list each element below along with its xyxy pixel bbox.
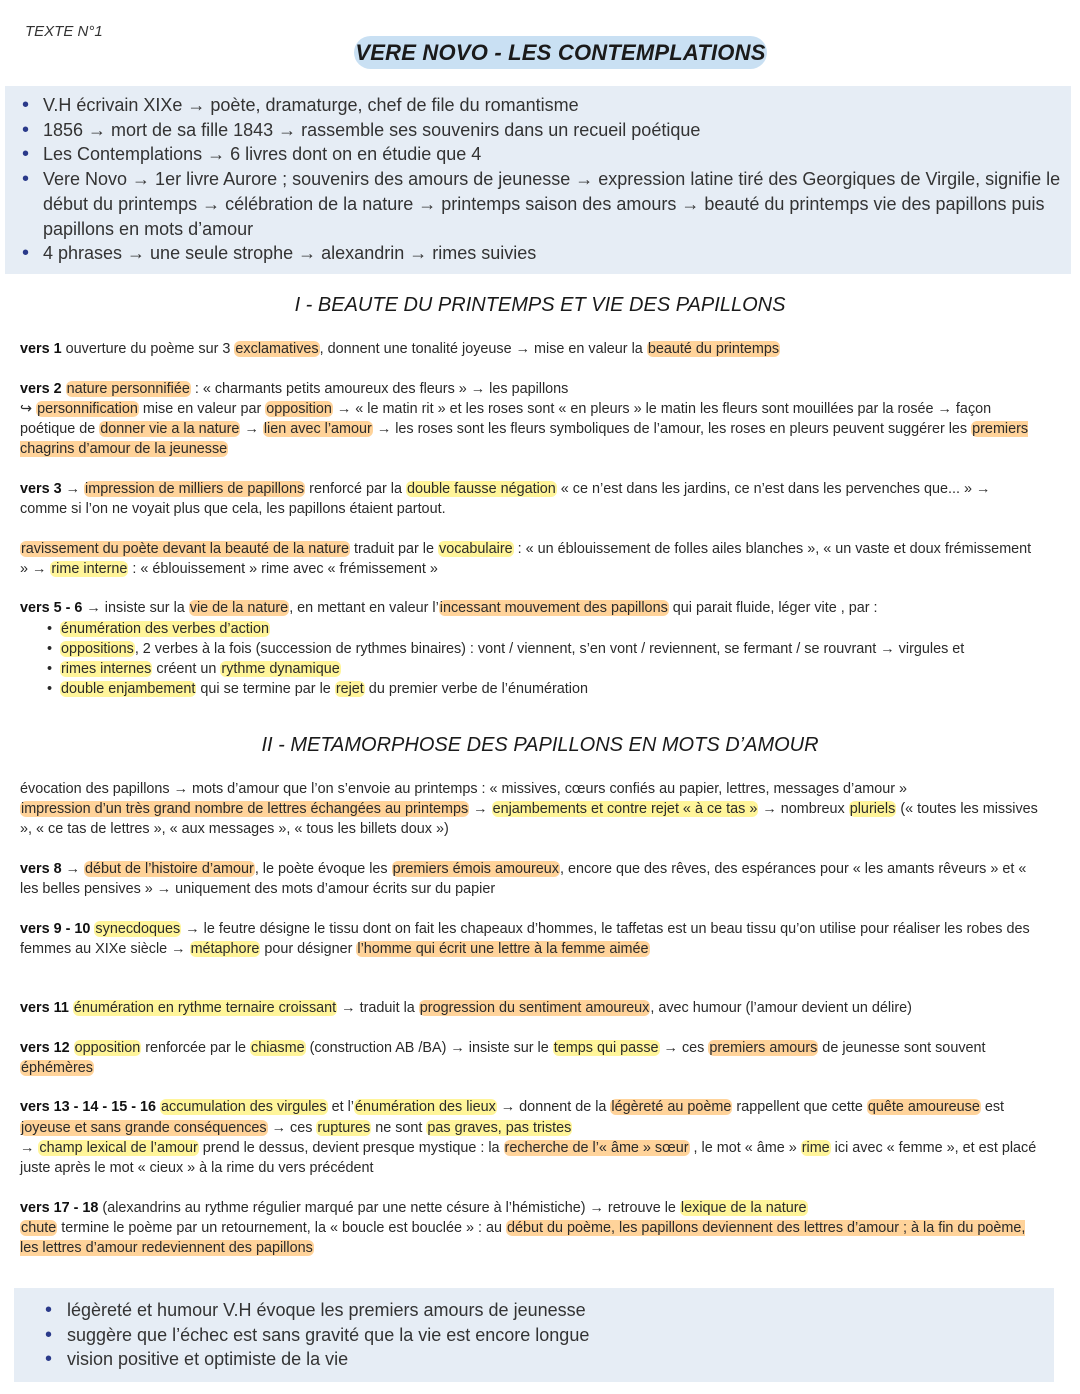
conclusion-box: [14, 1288, 1054, 1382]
intro-summary-box: [5, 86, 1071, 274]
paragraph-vers-2: vers 2 nature personnifiée : « charmants petits amoureux des fleurs » → les papillons ↪ personnification mise en valeur par opposition → « le matin rit » et les roses sont « en pleurs » le matin les fleurs sont mouillées par la rosée → façon poétique de donner vie a la nature → lien avec l’amour → les roses sont les fleurs symboliques de l’amour, les roses en pleurs peuvent suggérer les premiers chagrins d’amour de la jeunesse: [20, 380, 1029, 458]
list-item: • double enjambement qui se termine par le rejet du premier verbe de l’énumération: [60, 679, 1040, 699]
paragraph-vers-13-16: vers 13 - 14 - 15 - 16 accumulation des virgules et l’énumération des lieux → donnent de la légèreté au poème rappellent que cette quête amoureuse est joyeuse et sans grande conséquences → ces ruptures ne sont pas graves, pas tristes → champ lexical de l’amour prend le dessus, devient presque mystique : la recherche de l’« âme » sœur , le mot « âme » rime ici avec « femme », et est placé juste après le mot « cieux » à la rime du vers précédent: [20, 1099, 1037, 1176]
conclusion-list: [14, 1288, 1054, 1372]
vers-5-6-list: [20, 619, 1040, 700]
section-title-1: I - BEAUTE DU PRINTEMPS ET VIE DES PAPILLONS: [294, 294, 786, 316]
paragraph-evocation: évocation des papillons → mots d’amour que l’on s’envoie au printemps : « missives, cœurs confiés au papier, lettres, messages d’amour » impression d’un très grand nombre de lettres échangées au printemps → enjambements et contre rejet « à ce tas » → nombreux pluriels (« toutes les missives », « ce tas de lettres », « aux messages », « tous les billets doux »): [20, 781, 1038, 838]
section-2-body: [20, 779, 1040, 1278]
page-title: VERE NOVO - LES CONTEMPLATIONS: [354, 36, 767, 69]
document-label: TEXTE N°1: [25, 23, 103, 40]
paragraph-vers-5-6: vers 5 - 6 → insiste sur la vie de la nature, en mettant en valeur l’incessant mouvement des papillons qui parait fluide, léger vite , par : • énumération des verbes d’action • oppositions, 2 verbes à la fois (succession de rythmes binaires) : vont / viennent, s’en vont / reviennent, se fermant / se rouvrant → virgules et • rimes internes créent un rythme dynamique • double enjambement qui se termine par le rejet du premier verbe de l’énumération: [20, 598, 1040, 699]
list-item: • suggère que l’échec est sans gravité que la vie est encore longue: [67, 1323, 1054, 1348]
list-item: • oppositions, 2 verbes à la fois (succession de rythmes binaires) : vont / viennent, s’en vont / reviennent, se fermant / se rouvrant → virgules et: [60, 639, 1040, 659]
paragraph-vers-8: vers 8 → début de l’histoire d’amour, le poète évoque les premiers émois amoureux, encore que des rêves, des espérances pour « les amants rêveurs » et « les belles pensives » → uniquement des mots d’amour écrits sur du papier: [20, 861, 1027, 898]
paragraph-vers-1: vers 1 ouverture du poème sur 3 exclamatives, donnent une tonalité joyeuse → mise en valeur la beauté du printemps: [20, 341, 780, 357]
paragraph-vers-17-18: vers 17 - 18 (alexandrins au rythme régulier marqué par une nette césure à l’hémistiche) → retrouve le lexique de la nature chute termine le poème par un retournement, la « boucle est bouclée » : au début du poème, les papillons deviennent des lettres d’amour ; à la fin du poème, les lettres d’amour redeviennent des papillons: [20, 1199, 1026, 1256]
list-item: • vision positive et optimiste de la vie: [67, 1347, 1054, 1372]
list-item: • Les Contemplations → 6 livres dont on en étudie que 4: [43, 142, 1061, 167]
list-item: • rimes internes créent un rythme dynamique: [60, 659, 1040, 679]
list-item: • Vere Novo → 1er livre Aurore ; souvenirs des amours de jeunesse → expression latine tiré des Georgiques de Virgile, signifie le début du printemps → célébration de la nature → printemps saison des amours → beauté du printemps vie des papillons puis papillons en mots d’amour: [43, 167, 1061, 241]
list-item: • 4 phrases → une seule strophe → alexandrin → rimes suivies: [43, 241, 1061, 266]
list-item: • énumération des verbes d’action: [60, 619, 1040, 639]
intro-list: [5, 86, 1071, 266]
section-title-2: II - METAMORPHOSE DES PAPILLONS EN MOTS D’AMOUR: [261, 734, 819, 756]
list-item: • 1856 → mort de sa fille 1843 → rassemble ses souvenirs dans un recueil poétique: [43, 118, 1061, 143]
paragraph-vers-3: vers 3 → impression de milliers de papillons renforcé par la double fausse négation « ce n’est dans les jardins, ce n’est dans les pervenches que... » → comme si l’on ne voyait plus que cela, les papillons étaient partout.: [20, 480, 991, 517]
paragraph-vers-9-10: vers 9 - 10 synecdoques → le feutre désigne le tissu dont on fait les chapeaux d’hommes, le taffetas est un beau tissu qu’on utilise pour réaliser les robes des femmes au XIXe siècle → métaphore pour désigner l’homme qui écrit une lettre à la femme aimée: [20, 920, 1030, 957]
list-item: • légèreté et humour V.H évoque les premiers amours de jeunesse: [67, 1298, 1054, 1323]
paragraph-ravissement: ravissement du poète devant la beauté de la nature traduit par le vocabulaire : « un éblouissement de folles ailes blanches », « un vaste et doux frémissement » → rime interne : « éblouissement » rime avec « frémissement »: [20, 540, 1032, 577]
list-item: • V.H écrivain XIXe → poète, dramaturge, chef de file du romantisme: [43, 93, 1061, 118]
paragraph-vers-11: vers 11 énumération en rythme ternaire croissant → traduit la progression du sentiment amoureux, avec humour (l’amour devient un délire): [20, 1000, 912, 1016]
section-1-body: [20, 339, 1040, 699]
paragraph-vers-12: vers 12 opposition renforcée par le chiasme (construction AB /BA) → insiste sur le temps qui passe → ces premiers amours de jeunesse sont souvent éphémères: [20, 1039, 986, 1076]
